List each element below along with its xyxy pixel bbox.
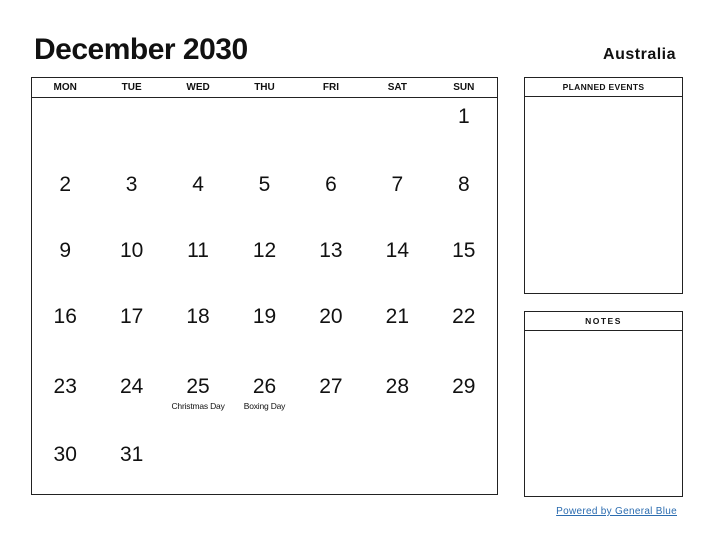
day-cell: [165, 166, 231, 232]
day-number: 20: [319, 305, 343, 328]
weekday-tue: TUE: [121, 82, 142, 93]
day-cell: [364, 98, 430, 166]
day-cell: [32, 98, 98, 166]
day-cell: [364, 368, 430, 436]
weekday-wed: WED: [186, 82, 210, 93]
day-cell: [298, 368, 364, 436]
day-number: 18: [186, 305, 210, 328]
page-title: December 2030: [34, 33, 248, 66]
day-cell: [32, 436, 98, 496]
day-cell: [364, 298, 430, 368]
weekday-sun: SUN: [453, 82, 475, 93]
day-number: 24: [119, 375, 144, 398]
day-number: 28: [385, 375, 410, 398]
notes-title: NOTES: [525, 312, 682, 331]
day-number: 6: [325, 173, 337, 196]
day-number: 29: [452, 375, 476, 398]
day-number: 7: [391, 173, 404, 196]
day-cell: [431, 436, 497, 496]
day-cell: [364, 436, 430, 496]
day-cell: [231, 436, 297, 496]
day-number: 15: [452, 239, 476, 262]
day-cell: [231, 232, 297, 298]
day-number: 25: [186, 375, 210, 398]
day-number: 5: [258, 173, 271, 196]
day-cell: [165, 368, 231, 436]
day-cell: [165, 232, 231, 298]
day-cell: [231, 368, 297, 436]
country-label: Australia: [603, 46, 676, 63]
day-cell: [32, 298, 98, 368]
day-cell: [231, 298, 297, 368]
day-cell: [431, 166, 497, 232]
day-cell: [431, 368, 497, 436]
day-cell: [298, 298, 364, 368]
day-cell: [32, 368, 98, 436]
weekday-fri: FRI: [322, 82, 339, 93]
day-number: 21: [385, 305, 410, 328]
notes-panel: [524, 311, 683, 497]
day-cell: [98, 166, 164, 232]
day-cell: [165, 298, 231, 368]
day-number: 23: [53, 375, 77, 398]
day-cell: [431, 298, 497, 368]
planned-events-title: PLANNED EVENTS: [525, 78, 682, 97]
day-cell: [298, 232, 364, 298]
day-number: 9: [59, 239, 72, 262]
day-number: 3: [125, 173, 138, 196]
weekday-sat: SAT: [387, 82, 407, 93]
day-cell: [98, 98, 164, 166]
day-number: 13: [319, 239, 343, 262]
weekday-thu: THU: [254, 82, 275, 93]
day-cell: [431, 98, 497, 166]
day-cell: [231, 166, 297, 232]
day-cell: [165, 436, 231, 496]
day-cell: [32, 232, 98, 298]
weekday-mon: MON: [53, 82, 77, 93]
day-number: 2: [59, 173, 72, 196]
day-number: 4: [192, 173, 204, 196]
day-number: 30: [53, 443, 77, 466]
day-number: 14: [385, 239, 410, 262]
day-number: 19: [252, 305, 277, 328]
day-number: 17: [119, 305, 144, 328]
day-number: 8: [457, 173, 470, 196]
day-cell: [298, 436, 364, 496]
day-number: 16: [53, 305, 77, 328]
day-cell: [298, 166, 364, 232]
day-cell: [98, 368, 164, 436]
day-number: 26: [252, 375, 277, 398]
day-number: 10: [119, 239, 144, 262]
holiday-label: Boxing Day: [243, 401, 286, 411]
day-number: 1: [457, 105, 470, 128]
day-cell: [165, 98, 231, 166]
holiday-label: Christmas Day: [171, 401, 225, 411]
day-number: 11: [187, 239, 209, 262]
calendar-grid: [31, 77, 498, 495]
day-cell: [298, 98, 364, 166]
powered-by-link[interactable]: Powered by General Blue: [556, 506, 677, 517]
calendar-body: [32, 98, 497, 496]
day-number: 31: [119, 443, 144, 466]
weekday-header-row: [32, 78, 497, 98]
day-cell: [98, 298, 164, 368]
day-number: 27: [319, 375, 343, 398]
day-cell: [431, 232, 497, 298]
day-cell: [231, 98, 297, 166]
day-cell: [32, 166, 98, 232]
day-cell: [364, 232, 430, 298]
day-cell: [98, 232, 164, 298]
day-number: 22: [452, 305, 476, 328]
day-number: 12: [252, 239, 277, 262]
day-cell: [98, 436, 164, 496]
planned-events-panel: [524, 77, 683, 294]
day-cell: [364, 166, 430, 232]
